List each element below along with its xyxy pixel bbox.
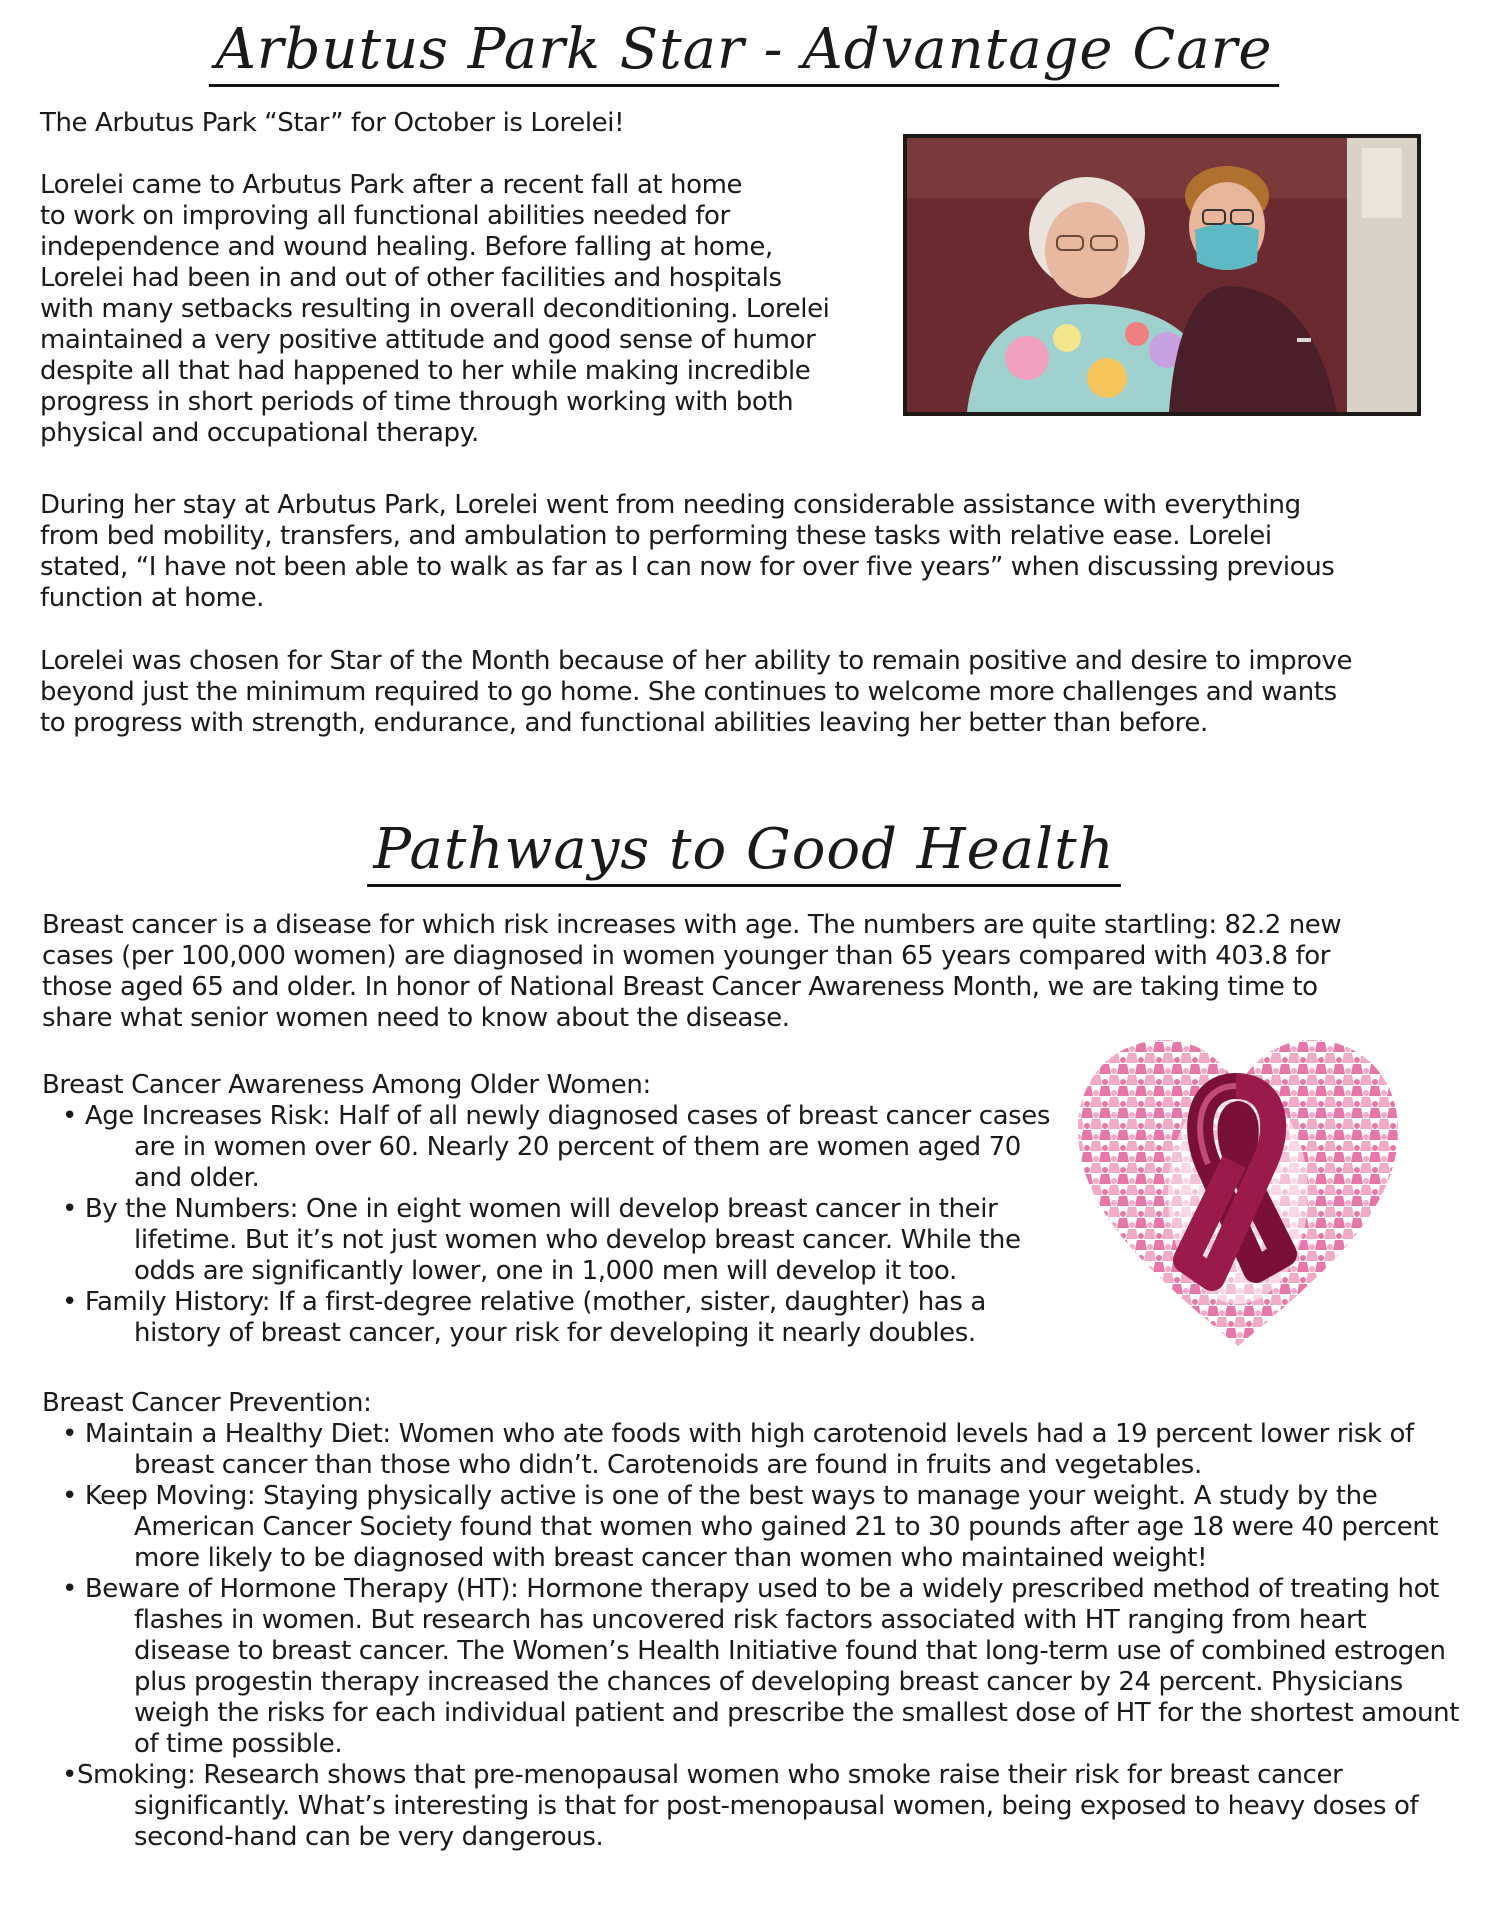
star-intro: The Arbutus Park “Star” for October is Lorelei!	[40, 108, 625, 138]
prevention-item: • Beware of Hormone Therapy (HT): Hormone therapy used to be a widely prescribed method of treating hot flashes in women. But research has uncovered risk factors associated with HT ranging from heart disease to breast cancer. The Women’s Health Initiative found that long-term use of combined estrogen plus progestin therapy increased the chances of developing breast cancer by 24 percent. Physicians weigh the risks for each individual patient and prescribe the smallest dose of HT for the shortest amount of time possible.	[42, 1574, 1462, 1760]
awareness-item: • Family History: If a first-degree relative (mother, sister, daughter) has a history of breast cancer, your risk for developing it nearly doubles.	[42, 1287, 1052, 1349]
star-paragraph-3: Lorelei was chosen for Star of the Month because of her ability to remain positive and desire to improve beyond just the minimum required to go home. She continues to welcome more challenges and wants to progress with strength, endurance, and functional abilities leaving her better than before.	[40, 646, 1353, 738]
awareness-section	[42, 1070, 1052, 1349]
section1-title-text: Arbutus Park Star - Advantage Care	[209, 17, 1278, 87]
awareness-item: • Age Increases Risk: Half of all newly diagnosed cases of breast cancer cases are in women over 60. Nearly 20 percent of them are women aged 70 and older.	[42, 1101, 1052, 1194]
prevention-heading: Breast Cancer Prevention:	[42, 1388, 372, 1418]
resident-photo	[903, 134, 1421, 416]
photo-illustration	[907, 138, 1417, 412]
section1-title	[0, 18, 1488, 82]
section2-title	[0, 818, 1488, 882]
prevention-section	[42, 1388, 1462, 1853]
prevention-item: • Smoking: Research shows that pre-menopausal women who smoke raise their risk for breast cancer significantly. What’s interesting is that for post-menopausal women, being exposed to heavy doses of second-hand can be very dangerous.	[42, 1760, 1462, 1853]
pink-ribbon-heart-icon	[1078, 1034, 1398, 1350]
health-intro: Breast cancer is a disease for which risk increases with age. The numbers are quite startling: 82.2 new cases (per 100,000 women) are diagnosed in women younger than 65 years compared with 403.8 for those aged 65 and older. In honor of National Breast Cancer Awareness Month, we are taking time to share what senior women need to know about the disease.	[42, 910, 1342, 1033]
star-paragraph-1: Lorelei came to Arbutus Park after a recent fall at home to work on improving all functional abilities needed for independence and wound healing. Before falling at home, Lorelei had been in and out of other facilities and hospitals with many setbacks resulting in overall deconditioning. Lorelei maintained a very positive attitude and good sense of humor despite all that had happened to her while making incredible progress in short periods of time through working with both physical and occupational therapy.	[40, 170, 830, 448]
awareness-heading: Breast Cancer Awareness Among Older Women:	[42, 1070, 651, 1100]
prevention-item: • Keep Moving: Staying physically active is one of the best ways to manage your weight. A study by the American Cancer Society found that women who gained 21 to 30 pounds after age 18 were 40 percent more likely to be diagnosed with breast cancer than women who maintained weight!	[42, 1481, 1462, 1574]
prevention-item: • Maintain a Healthy Diet: Women who ate foods with high carotenoid levels had a 19 percent lower risk of breast cancer than those who didn’t. Carotenoids are found in fruits and vegetables.	[42, 1419, 1462, 1481]
awareness-item: • By the Numbers: One in eight women will develop breast cancer in their lifetime. But it’s not just women who develop breast cancer. While the odds are significantly lower, one in 1,000 men will develop it too.	[42, 1194, 1052, 1287]
star-paragraph-2: During her stay at Arbutus Park, Lorelei went from needing considerable assistance with everything from bed mobility, transfers, and ambulation to performing these tasks with relative ease. Lorelei stated, “I have not been able to walk as far as I can now for over five years” when discussing previous function at home.	[40, 490, 1335, 613]
section2-title-text: Pathways to Good Health	[367, 817, 1120, 887]
prevention-list	[42, 1419, 1462, 1853]
awareness-list	[42, 1101, 1052, 1349]
